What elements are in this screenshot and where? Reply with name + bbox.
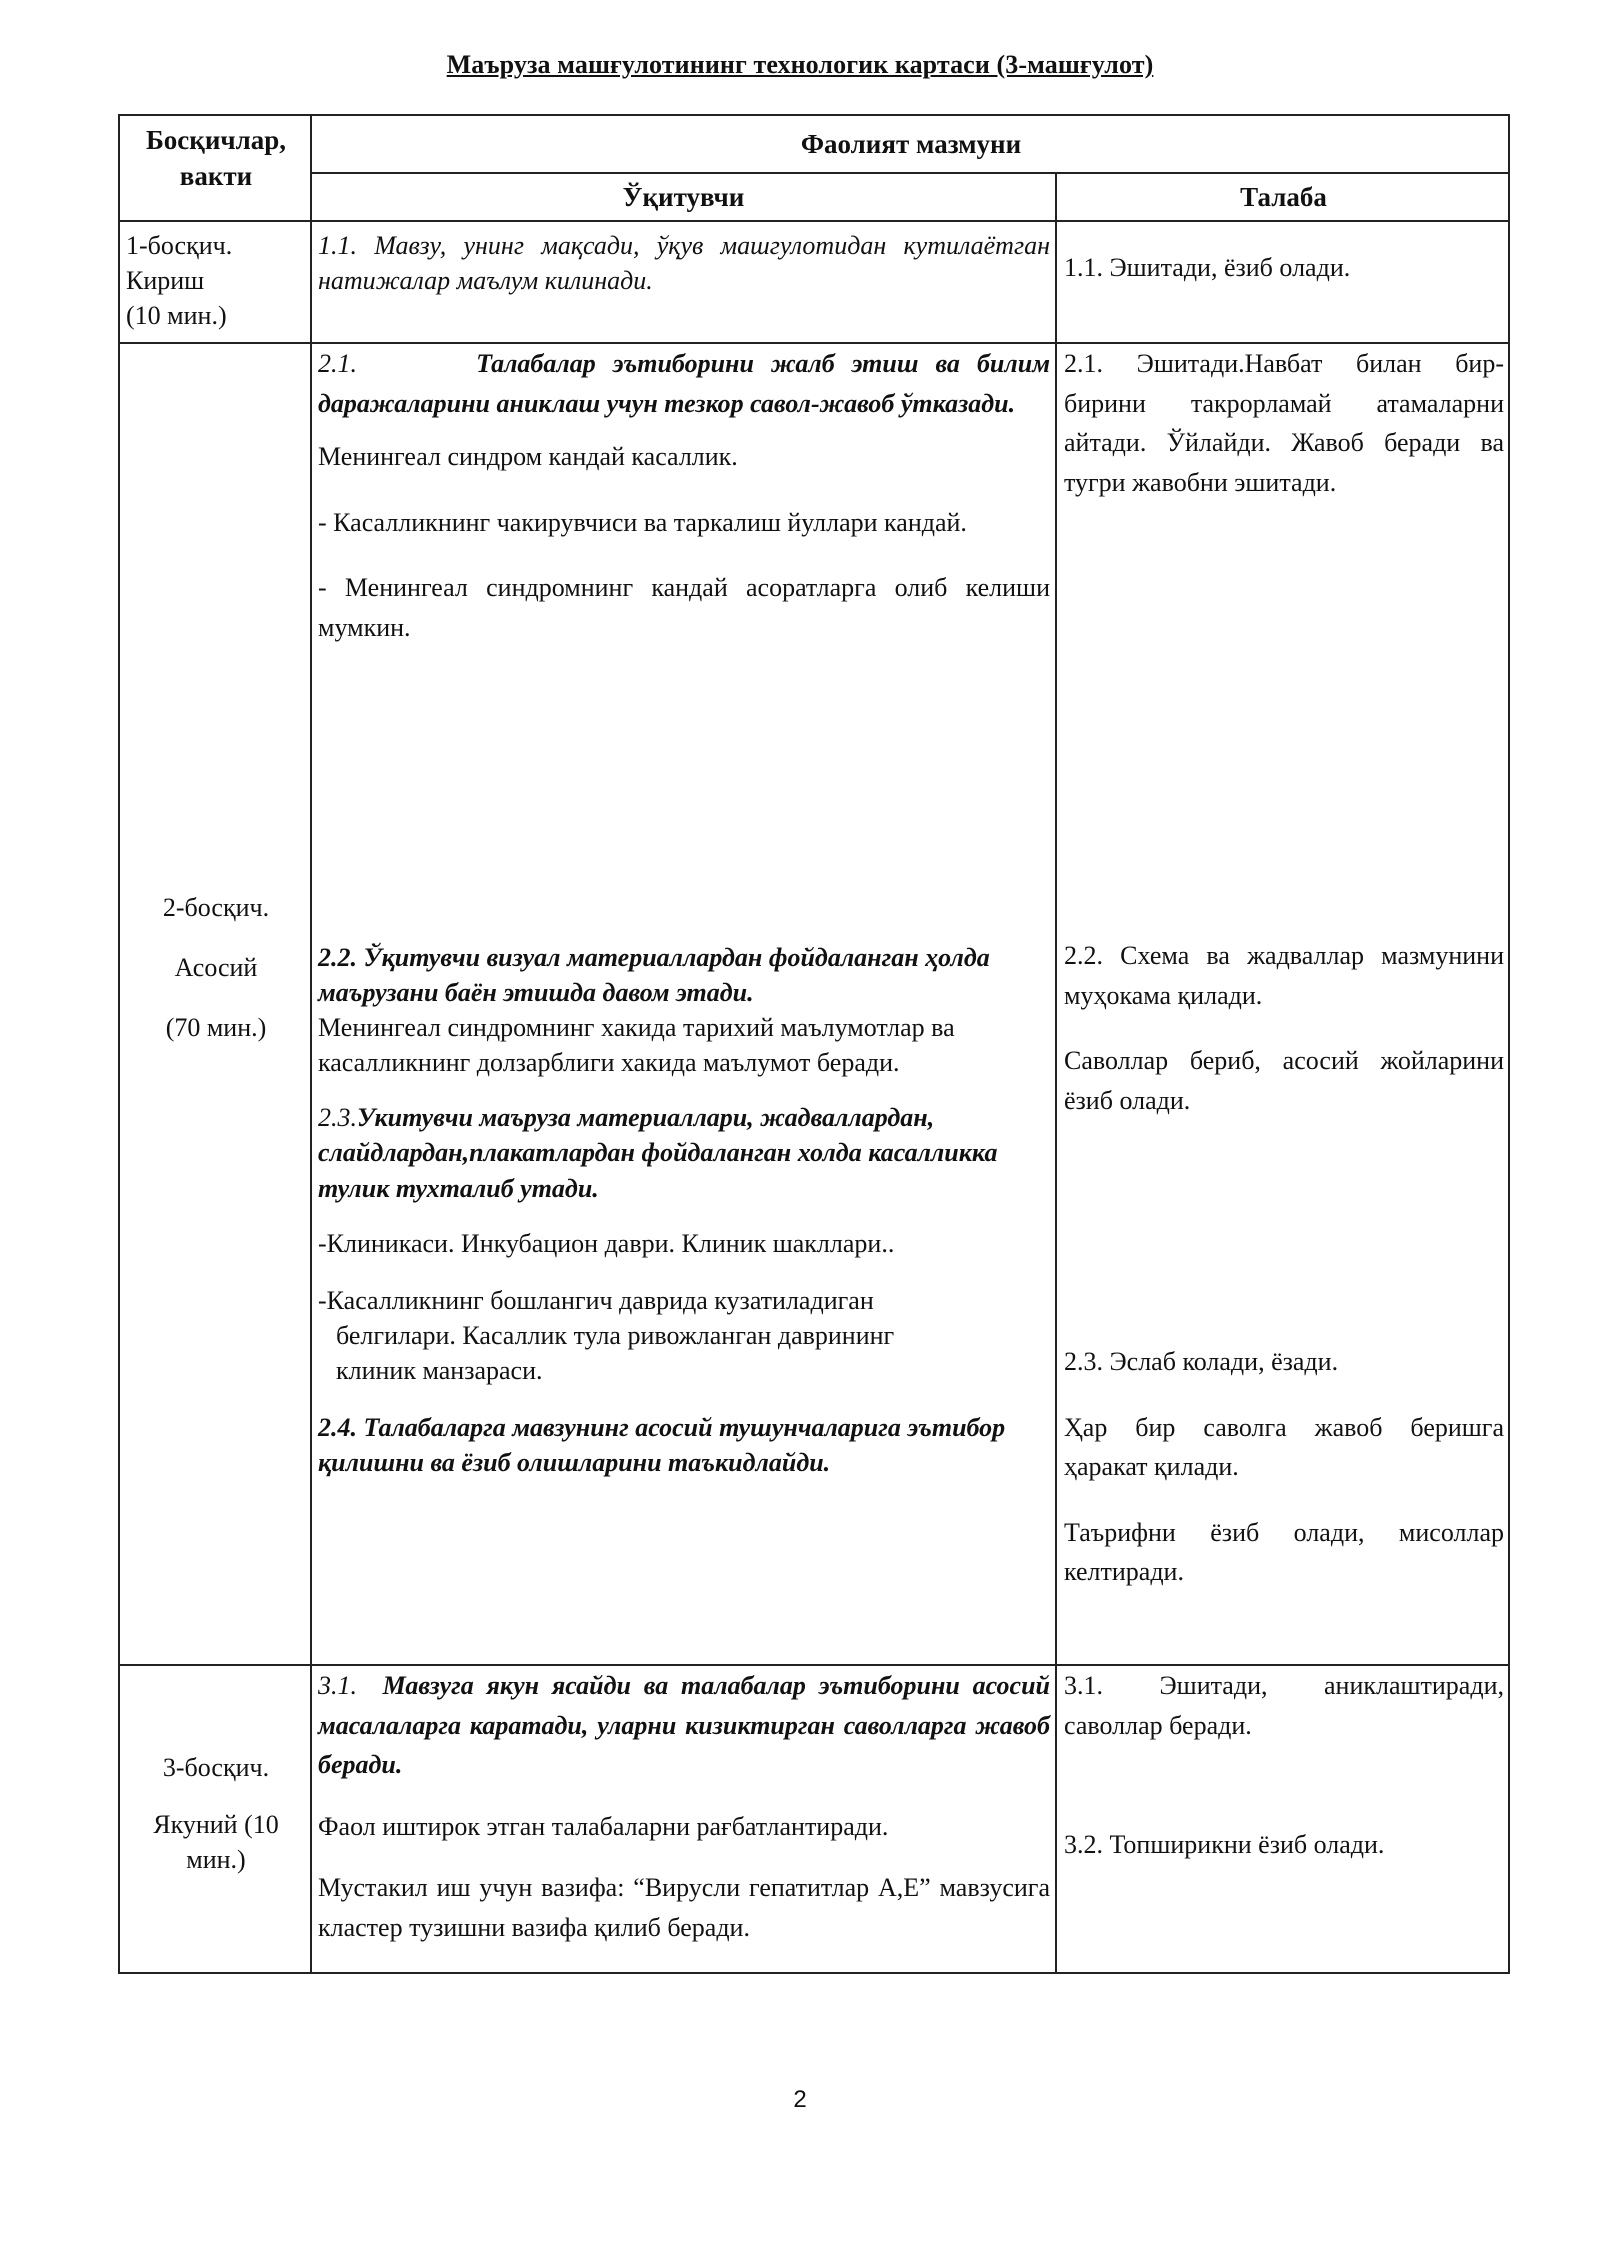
header-teacher: Ўқитувчи: [622, 182, 745, 212]
stage3-student: [1064, 1666, 1504, 1865]
item-3-1c: Мустакил иш учун вазифа: “Вирусли гепатитлар А,Е” мавзусига кластер тузишни вазифа қилиб беради.: [318, 1873, 1050, 1942]
stage1-name: Кириш: [126, 266, 205, 296]
stage2-student-3: [1064, 1342, 1504, 1592]
stage3-label: [126, 1750, 306, 1877]
item-2-3-text: Укитувчи маъруза материаллари, жадваллардан, слайдлардан,плакатлардан фойдаланган холда касалликка тулик тухталиб утади.: [318, 1103, 998, 1203]
stage1-teacher: 1.1. Мавзу, унинг мақсади, ўқув машгулотидан кутилаётган натижалар маълум килинади.: [318, 231, 1050, 296]
item-2-1: [318, 344, 1050, 423]
header-stages-label: Босқичлар, вакти: [145, 125, 287, 192]
bullet-signs-3: клиник манзараси.: [336, 1355, 543, 1385]
stage2-teacher-2: [318, 940, 1050, 1480]
stage2-label: [126, 878, 306, 1058]
stage2-student: [1064, 344, 1504, 502]
header-stages: [128, 122, 304, 195]
lesson-table: [118, 114, 1510, 1974]
table-divider: [120, 220, 1510, 222]
student-2-3c: Таърифни ёзиб олади, мисоллар келтиради.: [1064, 1517, 1504, 1587]
question-1: Менингеал синдром кандай касаллик.: [318, 442, 738, 472]
item-2-3-number: 2.3.: [318, 1103, 357, 1133]
item-3-1-text: Мавзуга якун ясайди ва талабалар эътиборини асосий масалаларга каратади, уларни кизиктирган саволларга жавоб беради.: [318, 1671, 1050, 1780]
stage2-number: 2-босқич.: [162, 893, 270, 922]
item-2-2-text: Менингеал синдромнинг хакида тарихий маълумотлар ва касалликнинг долзарблиги хакида маълумот беради.: [318, 1013, 955, 1078]
stage3-name: Якуний (10 мин.): [153, 1810, 279, 1875]
bullet-signs-2: белгилари. Касаллик тула ривожланган даврининг: [336, 1320, 895, 1350]
student-2-3b: Ҳар бир саволга жавоб беришга ҳаракат қилади.: [1064, 1412, 1504, 1482]
header-activity: Фаолият мазмуни: [800, 129, 1022, 159]
student-2-3: 2.3. Эслаб колади, ёзади.: [1064, 1347, 1339, 1376]
header-student: Талаба: [1240, 182, 1327, 212]
table-divider: [310, 116, 312, 1972]
bullet-clinic: -Клиникаси. Инкубацион даври. Клиник шакллари..: [318, 1228, 895, 1258]
student-3-2: 3.2. Топширикни ёзиб олади.: [1064, 1830, 1385, 1860]
stage1-label: [126, 228, 306, 333]
student-2-2b: Саволлар бериб, асосий жойларини ёзиб олади.: [1064, 1046, 1504, 1115]
stage2-teacher: [318, 344, 1050, 647]
item-2-3: [318, 1100, 1050, 1205]
item-2-2-title: 2.2. Ўқитувчи визуал материаллардан фойдаланган ҳолда маърузани баён этишда давом этади.: [318, 943, 990, 1008]
page-number: 2: [793, 2086, 807, 2113]
item-3-1-number: 3.1.: [318, 1671, 357, 1700]
item-2-1-text: Талабалар эътиборини жалб этиш ва билим даражаларини аниклаш учун тезкор савол-жавоб ўтказади.: [318, 349, 1051, 418]
bullet-signs-1: -Касалликнинг бошлангич даврида кузатиладиган: [318, 1285, 874, 1315]
stage1-student: 1.1. Эшитади, ёзиб олади.: [1064, 253, 1351, 282]
page-title: Маъруза машғулотининг технологик картаси (3-машғулот): [446, 50, 1154, 79]
item-3-1b: Фаол иштирок этган талабаларни рағбатлантиради.: [318, 1811, 889, 1841]
stage2-duration: (70 мин.): [165, 1013, 267, 1042]
student-2-1: 2.1. Эшитади.Навбат билан бир- бирини такрорламай атамаларни айтади. Ўйлайди. Жавоб беради ва тугри жавобни эшитади.: [1064, 349, 1504, 497]
stage2-student-2: [1064, 936, 1504, 1120]
student-2-2: 2.2. Схема ва жадваллар мазмунини муҳокама қилади.: [1064, 941, 1504, 1010]
table-divider: [1055, 172, 1057, 1972]
student-3-1: 3.1. Эшитади, аниклаштиради, саволлар беради.: [1064, 1671, 1504, 1740]
stage1-duration: (10 мин.): [126, 301, 227, 331]
stage1-number: 1-босқич.: [126, 231, 233, 260]
question-2: - Касалликнинг чакирувчиси ва таркалиш йуллари кандай.: [318, 507, 967, 537]
stage2-name: Асосий: [174, 953, 258, 982]
stage3-number: 3-босқич.: [162, 1753, 270, 1782]
stage3-teacher: [318, 1666, 1050, 1947]
question-3: - Менингеал синдромнинг кандай асоратларга олиб келиши мумкин.: [318, 573, 1050, 642]
item-2-1-number: 2.1.: [318, 349, 357, 378]
item-2-4: 2.4. Талабаларга мавзунинг асосий тушунчаларига эътибор қилишни ва ёзиб олишларини таъкидлайди.: [318, 1413, 1006, 1478]
item-3-1: [318, 1666, 1050, 1785]
